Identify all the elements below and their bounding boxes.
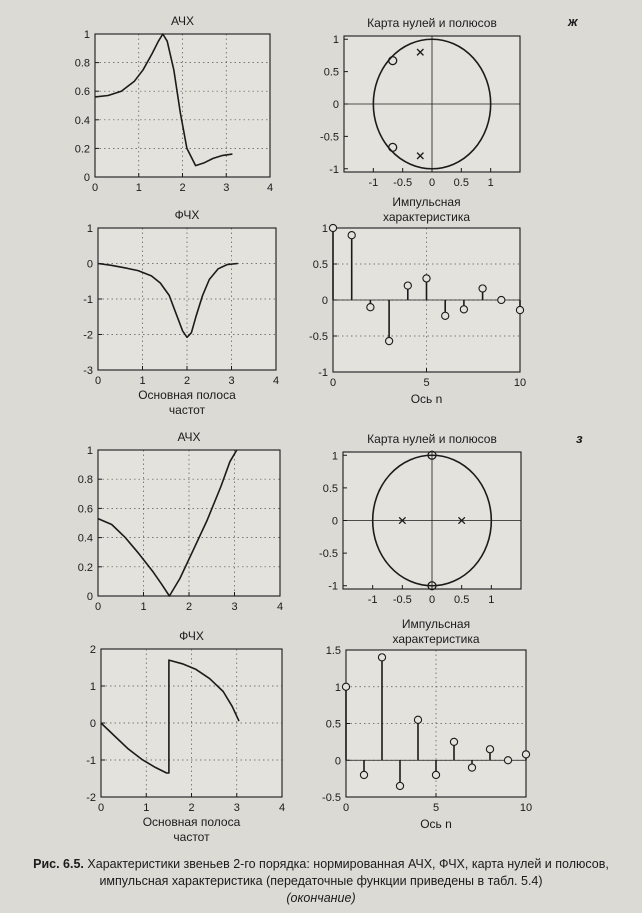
y-tick-label: 0: [86, 258, 93, 271]
stem-marker: [450, 738, 457, 745]
y-tick-label: 0.4: [77, 532, 93, 545]
caption-text: Характеристики звеньев 2-го порядка: нормированная АЧХ, ФЧХ, карта нулей и полюсов, импульсная характеристика (передаточные функции приведены в табл. 5.4): [87, 857, 609, 888]
x-tick-label: -1: [368, 177, 379, 189]
y-tick-label: 0.8: [77, 474, 93, 487]
y-tick-label: -0.5: [320, 131, 339, 144]
y-tick-label: 0.5: [325, 718, 341, 731]
stem-marker: [460, 306, 467, 313]
y-tick-label: 1: [321, 223, 328, 235]
stem-marker: [468, 764, 475, 771]
chart-panel-4: [309, 195, 526, 406]
x-tick-label: 0: [91, 182, 99, 194]
y-tick-label: 0: [331, 515, 338, 528]
chart-panel-5: [78, 430, 283, 613]
y-tick-label: -1: [329, 163, 339, 176]
stem-marker: [396, 782, 403, 789]
x-tick-label: 1: [140, 601, 147, 613]
y-tick-label: 0.5: [322, 482, 338, 495]
x-axis-label: частот: [173, 830, 210, 844]
chart-panel-8: [322, 617, 532, 831]
x-tick-label: 10: [519, 802, 533, 814]
y-tick-label: 1: [86, 223, 93, 235]
x-tick-label: 3: [233, 802, 240, 814]
chart-title: характеристика: [392, 632, 480, 646]
y-tick-label: 0.4: [74, 114, 90, 127]
x-tick-label: 0.5: [453, 177, 469, 189]
x-axis-label: Ось n: [420, 817, 452, 831]
x-tick-label: 0: [329, 377, 337, 389]
y-tick-label: 1: [332, 34, 339, 47]
y-tick-label: 0.6: [77, 503, 93, 516]
chart-title: Карта нулей и полюсов: [367, 16, 497, 30]
x-tick-label: 3: [228, 375, 235, 387]
stem-marker: [414, 716, 421, 723]
x-axis-label: Основная полоса: [142, 815, 241, 829]
chart-title: ФЧХ: [174, 208, 200, 222]
stem-marker: [404, 282, 411, 289]
x-tick-label: 1: [139, 375, 146, 387]
x-tick-label: 0: [428, 594, 436, 606]
y-tick-label: 0.8: [74, 57, 90, 70]
y-tick-label: -1: [318, 367, 328, 379]
y-tick-label: -2: [83, 329, 93, 342]
stem-marker: [432, 771, 439, 778]
plot-area: [98, 228, 276, 370]
chart-panel-2: [320, 16, 520, 189]
y-tick-label: 0: [89, 718, 96, 730]
section-marker-z: з: [576, 431, 583, 446]
stem-marker: [348, 232, 355, 239]
stem-marker: [386, 337, 393, 344]
stem-marker: [516, 306, 523, 313]
chart-title: Импульсная: [392, 195, 461, 209]
x-tick-label: 10: [513, 377, 527, 389]
x-tick-label: 2: [179, 182, 186, 194]
x-tick-label: 1: [487, 177, 494, 189]
y-tick-label: -3: [83, 365, 93, 377]
y-tick-label: -1: [328, 580, 338, 593]
y-tick-label: 0.5: [323, 66, 339, 79]
stem-marker: [360, 771, 367, 778]
stem-marker: [342, 683, 349, 690]
x-tick-label: 0: [97, 802, 105, 814]
chart-panel-3: [83, 208, 279, 417]
y-tick-label: 0.5: [312, 259, 328, 271]
y-tick-label: -0.5: [322, 792, 341, 804]
y-tick-label: 0: [86, 591, 93, 603]
y-tick-label: 0.2: [74, 143, 90, 156]
x-tick-label: 1: [488, 594, 495, 606]
y-tick-label: -1: [86, 755, 96, 767]
chart-panel-1: [75, 14, 273, 194]
x-axis-label: Ось n: [410, 392, 443, 406]
x-tick-label: 1: [135, 182, 142, 194]
x-tick-label: 3: [231, 601, 238, 613]
stem-marker: [504, 757, 511, 764]
chart-panel-6: [319, 432, 521, 606]
stem-marker: [486, 746, 493, 753]
y-tick-label: 0: [83, 172, 90, 184]
y-tick-label: 1: [89, 681, 96, 693]
chart-title: АЧХ: [177, 430, 201, 444]
x-tick-label: 2: [185, 601, 193, 613]
stem-marker: [479, 285, 486, 292]
y-tick-label: 1: [334, 681, 341, 694]
y-tick-label: 0: [321, 295, 328, 307]
stem-marker: [522, 751, 529, 758]
y-tick-label: 2: [89, 644, 96, 656]
x-axis-label: частот: [168, 403, 206, 417]
stem-marker: [442, 312, 449, 319]
caption-label: Рис. 6.5.: [33, 857, 84, 871]
x-tick-label: 0: [94, 375, 102, 387]
x-tick-label: 3: [223, 182, 230, 194]
y-tick-label: 0.2: [77, 561, 93, 574]
x-tick-label: 0.5: [454, 594, 470, 606]
y-tick-label: -0.5: [319, 548, 338, 561]
figure-caption: [0, 856, 642, 907]
x-tick-label: 0: [428, 177, 436, 189]
stem-marker: [329, 224, 336, 231]
y-tick-label: 1: [331, 450, 338, 463]
x-tick-label: -0.5: [393, 177, 413, 189]
x-tick-label: -0.5: [392, 594, 412, 606]
stem-marker: [378, 654, 385, 661]
x-tick-label: 2: [183, 375, 191, 387]
x-tick-label: 1: [143, 802, 150, 814]
y-tick-label: 1: [86, 445, 93, 457]
chart-title: АЧХ: [170, 14, 195, 28]
caption-continuation: (окончание): [286, 891, 356, 905]
x-axis-label: Основная полоса: [138, 388, 236, 402]
chart-title: характеристика: [382, 210, 471, 224]
x-tick-label: 4: [266, 182, 274, 194]
stem-marker: [498, 296, 505, 303]
stem-marker: [367, 304, 374, 311]
chart-title: ФЧХ: [179, 629, 204, 643]
chart-panel-7: [86, 629, 285, 844]
y-tick-label: -0.5: [309, 331, 328, 343]
chart-title: Импульсная: [401, 617, 471, 631]
x-tick-label: 5: [432, 802, 440, 814]
x-tick-label: 4: [278, 802, 286, 814]
x-tick-label: 0: [94, 601, 102, 613]
chart-title: Карта нулей и полюсов: [367, 432, 497, 446]
y-tick-label: 0: [332, 99, 339, 111]
x-tick-label: 4: [272, 375, 280, 387]
section-marker-zh: ж: [568, 14, 578, 29]
y-tick-label: 0: [334, 755, 341, 768]
y-tick-label: 1.5: [325, 645, 341, 657]
x-tick-label: -1: [367, 594, 378, 606]
x-tick-label: 0: [342, 802, 350, 814]
y-tick-label: 1: [83, 29, 90, 41]
y-tick-label: -2: [86, 792, 96, 804]
stem-marker: [423, 275, 430, 282]
x-tick-label: 5: [423, 377, 430, 389]
y-tick-label: 0.6: [74, 86, 90, 99]
x-tick-label: 4: [276, 601, 284, 613]
x-tick-label: 2: [188, 802, 195, 814]
y-tick-label: -1: [83, 294, 93, 306]
